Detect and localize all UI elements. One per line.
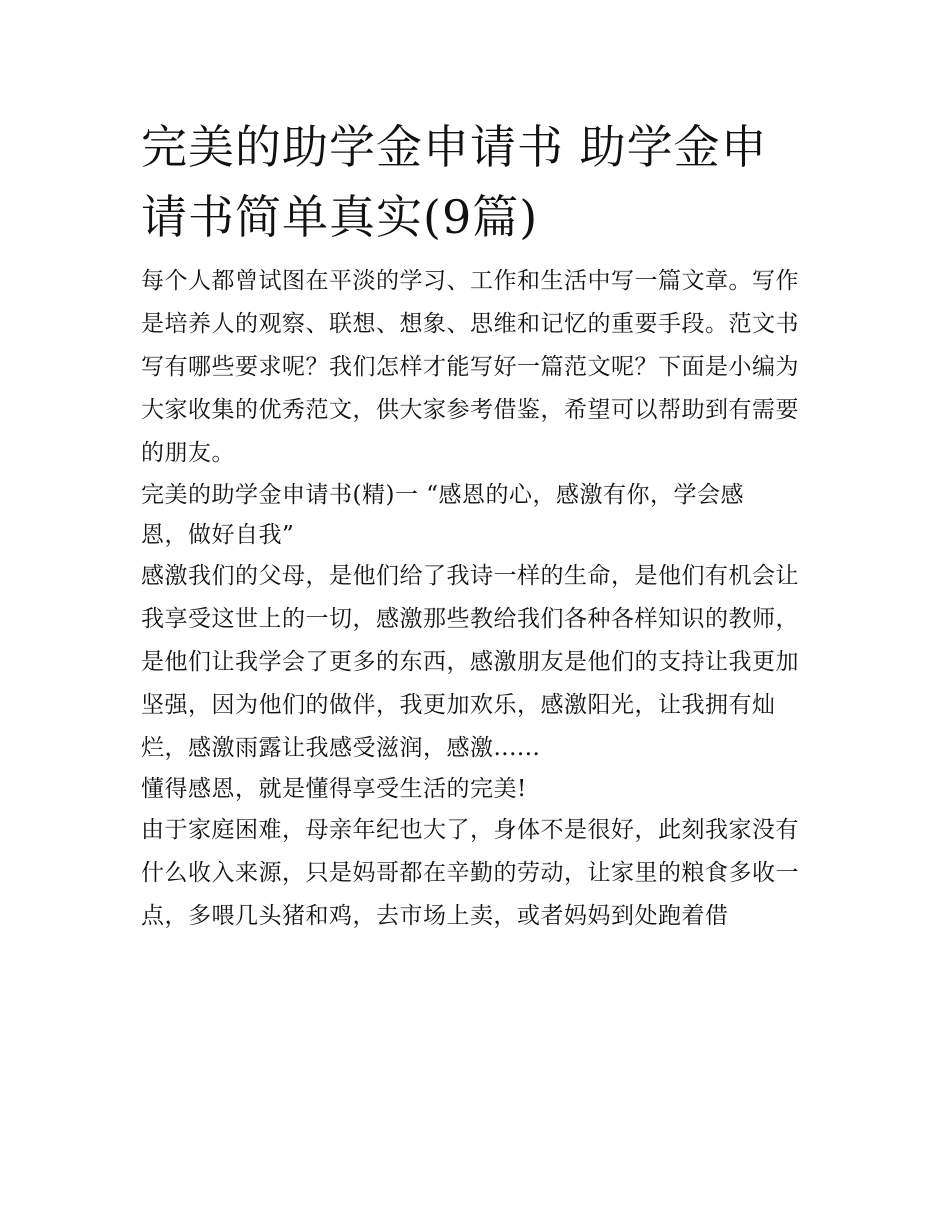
document-body bbox=[141, 112, 813, 938]
body-paragraph-family-situation: 由于家庭困难，母亲年纪也大了，身体不是很好，此刻我家没有什么收入来源，只是妈哥都在辛勤的劳动，让家里的粮食多收一点，多喂几头猪和鸡，去市场上卖，或者妈妈到处跑着借 bbox=[141, 817, 799, 929]
body-paragraph-gratitude: 感激我们的父母，是他们给了我诗一样的生命，是他们有机会让我享受这世上的一切，感激那些教给我们各种各样知识的教师，是他们让我学会了更多的东西，感激朋友是他们的支持让我更加坚强，因为他们的做伴，我更加欢乐，感激阳光，让我拥有灿烂，感激雨露让我感受滋润，感激...... bbox=[141, 563, 799, 761]
body-paragraph-thankfulness: 懂得感恩，就是懂得享受生活的完美! bbox=[141, 776, 527, 802]
document-title: 完美的助学金申请书 助学金申请书简单真实(9篇) bbox=[141, 120, 768, 244]
section-heading: 完美的助学金申请书(精)一 “感恩的心，感激有你，学会感恩，做好自我” bbox=[141, 482, 745, 548]
intro-paragraph: 每个人都曾试图在平淡的学习、工作和生活中写一篇文章。写作是培养人的观察、联想、想象、思维和记忆的重要手段。范文书写有哪些要求呢？我们怎样才能写好一篇范文呢？下面是小编为大家收集的优秀范文，供大家参考借鉴，希望可以帮助到有需要的朋友。 bbox=[141, 268, 799, 466]
